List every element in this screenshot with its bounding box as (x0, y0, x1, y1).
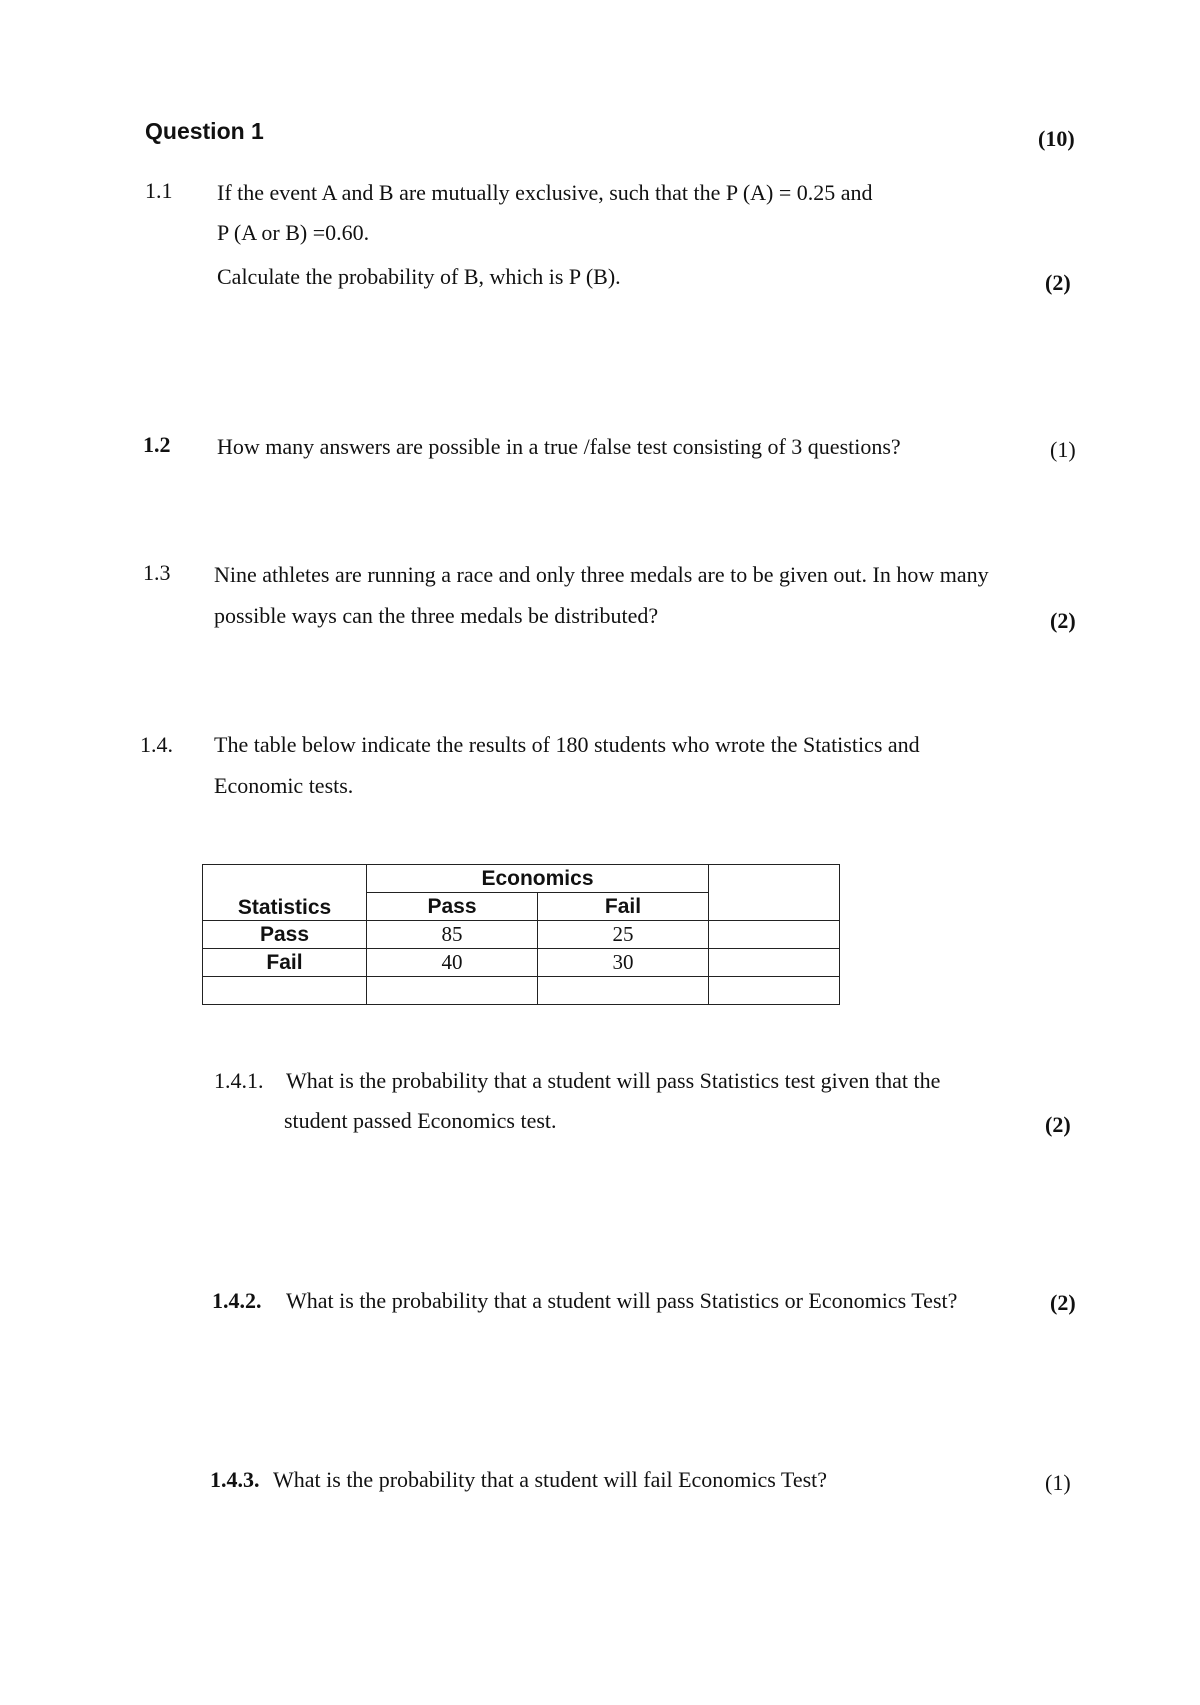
cell-fail-pass: 40 (367, 949, 538, 977)
cell-fail-fail: 30 (538, 949, 709, 977)
column-header-fail: Fail (538, 893, 709, 921)
q1-2-number: 1.2 (143, 432, 171, 457)
table-row (203, 949, 840, 977)
q1-1-marks: (2) (1045, 270, 1071, 295)
empty-cell (709, 977, 840, 1005)
empty-cell (709, 949, 840, 977)
q1-4-line1: The table below indicate the results of 180 students who wrote the Statistics and (214, 732, 920, 757)
q1-4-2-number: 1.4.2. (212, 1288, 262, 1313)
q1-1-line1: If the event A and B are mutually exclusive, such that the P (A) = 0.25 and (217, 180, 873, 205)
row-label-fail: Fail (203, 949, 367, 977)
q1-4-2-marks: (2) (1050, 1290, 1076, 1315)
q1-1-line2: P (A or B) =0.60. (217, 220, 370, 245)
results-table (202, 864, 840, 1005)
empty-cell (709, 921, 840, 949)
q1-4-3-marks: (1) (1045, 1470, 1071, 1495)
q1-1-number: 1.1 (145, 178, 173, 203)
question-title: Question 1 (145, 118, 264, 144)
q1-4-2-line1: What is the probability that a student will pass Statistics or Economics Test? (286, 1288, 958, 1313)
row-header-statistics: Statistics (203, 865, 367, 921)
q1-4-1-line2: student passed Economics test. (284, 1108, 557, 1133)
empty-cell (709, 865, 840, 921)
cell-pass-pass: 85 (367, 921, 538, 949)
cell-pass-fail: 25 (538, 921, 709, 949)
empty-cell (538, 977, 709, 1005)
q1-4-1-marks: (2) (1045, 1112, 1071, 1137)
q1-4-1-number: 1.4.1. (214, 1068, 264, 1093)
q1-4-3-number: 1.4.3. (210, 1467, 260, 1492)
q1-2-marks: (1) (1050, 437, 1076, 462)
q1-3-number: 1.3 (143, 560, 171, 585)
q1-2-line1: How many answers are possible in a true /false test consisting of 3 questions? (217, 434, 901, 459)
q1-4-line2: Economic tests. (214, 773, 354, 798)
question-total-marks: (10) (1038, 126, 1075, 151)
q1-3-line2: possible ways can the three medals be distributed? (214, 603, 659, 628)
column-group-economics: Economics (367, 865, 709, 893)
q1-3-marks: (2) (1050, 608, 1076, 633)
empty-cell (203, 977, 367, 1005)
empty-cell (367, 977, 538, 1005)
column-header-pass: Pass (367, 893, 538, 921)
table-row (203, 921, 840, 949)
table-row (203, 977, 840, 1005)
q1-4-3-line1: What is the probability that a student will fail Economics Test? (273, 1467, 828, 1492)
q1-3-line1: Nine athletes are running a race and only three medals are to be given out. In how many (214, 562, 989, 587)
row-label-pass: Pass (203, 921, 367, 949)
q1-4-1-line1: What is the probability that a student will pass Statistics test given that the (286, 1068, 941, 1093)
q1-1-line3: Calculate the probability of B, which is P (B). (217, 264, 621, 289)
q1-4-number: 1.4. (140, 732, 173, 757)
